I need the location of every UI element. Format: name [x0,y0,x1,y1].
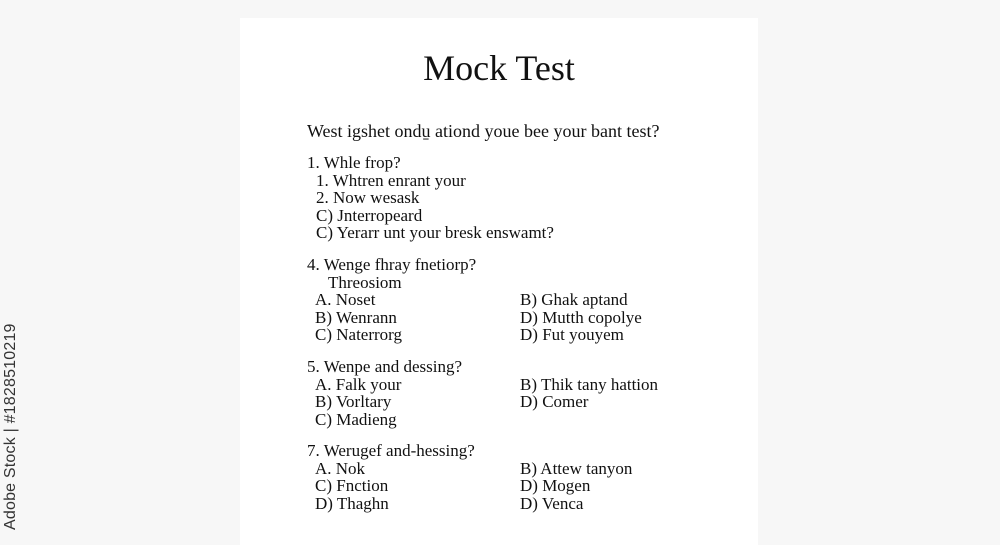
question-4-options [307,291,720,344]
option: B) Wenrann [315,307,397,327]
option: B) Thik tany hattion [520,374,659,394]
option: 2. Now wesask [316,188,420,207]
option: C) Naterrorg [315,325,403,344]
option: D) Venca [520,493,584,513]
option: D) Thaghn [315,493,389,513]
option: A. Falk your [315,374,402,394]
option: B) Vorltary [315,392,392,411]
option [520,411,720,429]
stock-watermark: Adobe Stock | #1828510219 [2,323,19,530]
option: C) Fnction [315,476,389,495]
option: 1. Whtren enrant your [316,170,466,190]
question-7-options [307,460,720,513]
option: D) Comer [520,392,589,411]
question-5-options [307,376,720,429]
question-5-title: 5. Wenpe and dessing? [307,357,463,376]
question-7-title: 7. Werugef and-hessing? [307,441,475,460]
intro-question: West igshet ondu̱ ationd youe bee your bant test? [307,121,660,141]
option: A. Nok [315,458,366,478]
option: A. Noset [315,290,376,309]
option: C) Madieng [315,409,397,429]
test-page [240,18,758,545]
question-5 [307,358,720,428]
option: D) Mogen [520,476,591,495]
option: B) Attew tanyon [520,458,633,478]
question-4-title: 4. Wenge fhray fnetiorp? [307,255,477,274]
option: D) Fut youyem [520,325,624,344]
option: B) Ghak aptand [520,290,628,309]
option: C) Yerarr unt your bresk enswamt? [316,223,554,242]
option: C) Jnterropeard [316,205,423,225]
question-4 [307,256,720,344]
page-title: Mock Test [423,48,575,88]
question-4-subtitle: Threosiom [328,272,402,292]
question-7 [307,442,720,512]
question-1 [307,154,554,242]
option: D) Mutth copolye [520,307,642,327]
question-1-options [307,172,554,242]
question-1-title: 1. Whle frop? [307,153,401,172]
